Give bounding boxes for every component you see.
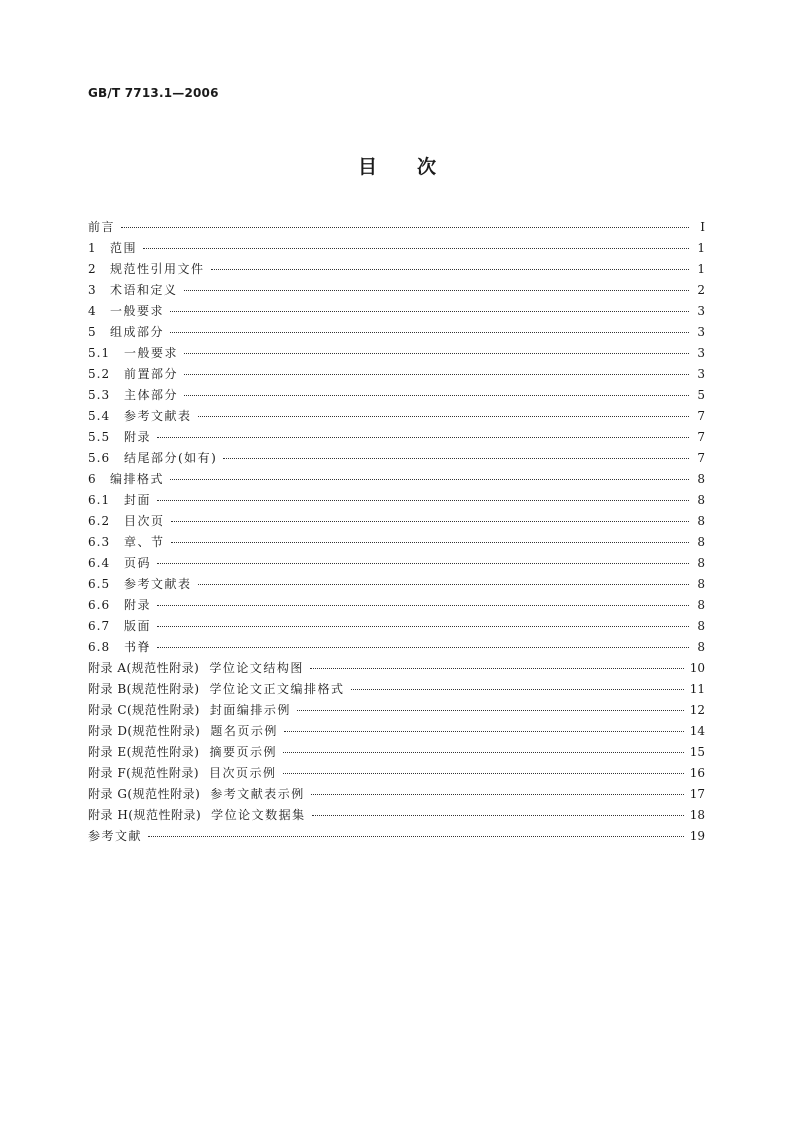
toc-entry-page-number: 3	[697, 367, 705, 381]
toc-entry-label: 章、节	[124, 535, 165, 549]
toc-entry-page-number: 12	[689, 703, 705, 717]
toc-entry-page-number: 5	[697, 388, 705, 402]
toc-entry-page-number: 8	[697, 598, 705, 612]
toc-entry-page-number: 3	[697, 304, 705, 318]
toc-entry[interactable]	[88, 449, 705, 470]
toc-entry-page-number: 7	[697, 451, 705, 465]
toc-entry[interactable]	[88, 344, 705, 365]
toc-entry-appendix-prefix: 附录 C(规范性附录)	[88, 703, 200, 717]
toc-entry[interactable]	[88, 218, 705, 239]
toc-entry-page-number: 2	[697, 283, 705, 297]
toc-entry-number: 5.4	[88, 409, 111, 423]
toc-entry-appendix-prefix: 附录 H(规范性附录)	[88, 808, 202, 822]
toc-entry-number: 6.5	[88, 577, 111, 591]
toc-entry-number: 6.2	[88, 514, 111, 528]
toc-entry[interactable]	[88, 638, 705, 659]
toc-entry-page-number: 3	[697, 325, 705, 339]
toc-entry[interactable]	[88, 785, 705, 806]
toc-entry-label: 主体部分	[124, 388, 179, 402]
toc-entry-page-number: 17	[689, 787, 705, 801]
toc-entry-page-number: 8	[697, 577, 705, 591]
toc-entry-page-number: 18	[689, 808, 705, 822]
toc-title: 目次	[357, 156, 476, 178]
toc-dot-leader	[121, 227, 689, 228]
toc-entry-page-number: 8	[697, 619, 705, 633]
toc-entry-number: 6.8	[88, 640, 111, 654]
toc-dot-leader	[171, 542, 689, 543]
toc-entry-number: 6.3	[88, 535, 111, 549]
toc-dot-leader	[170, 332, 689, 333]
toc-entry[interactable]	[88, 659, 705, 680]
toc-entry-number: 6	[88, 472, 97, 486]
toc-entry[interactable]	[88, 470, 705, 491]
toc-entry-label: 前置部分	[124, 367, 179, 381]
toc-entry[interactable]	[88, 554, 705, 575]
toc-entry-label: 题名页示例	[210, 724, 278, 738]
toc-entry-appendix-prefix: 附录 F(规范性附录)	[88, 766, 200, 780]
toc-dot-leader	[312, 815, 684, 816]
toc-entry[interactable]	[88, 596, 705, 617]
toc-entry-label: 结尾部分(如有)	[124, 451, 218, 465]
toc-entry-appendix-prefix: 附录 B(规范性附录)	[88, 682, 200, 696]
table-of-contents	[88, 218, 705, 848]
toc-entry-label: 编排格式	[110, 472, 165, 486]
toc-dot-leader	[184, 395, 689, 396]
toc-dot-leader	[283, 773, 684, 774]
toc-entry-label: 目次页示例	[209, 766, 277, 780]
toc-entry[interactable]	[88, 386, 705, 407]
toc-entry-appendix-prefix: 附录 G(规范性附录)	[88, 787, 201, 801]
toc-entry-number: 6.7	[88, 619, 111, 633]
toc-entry-label: 术语和定义	[110, 283, 178, 297]
toc-entry[interactable]	[88, 239, 705, 260]
toc-entry-label: 学位论文结构图	[209, 661, 304, 675]
toc-entry-label: 范围	[110, 241, 138, 255]
toc-entry[interactable]	[88, 281, 705, 302]
toc-entry-page-number: 16	[689, 766, 705, 780]
toc-entry-label: 参考文献表	[124, 409, 192, 423]
toc-entry-number: 5.6	[88, 451, 111, 465]
toc-dot-leader	[211, 269, 689, 270]
toc-dot-leader	[157, 647, 689, 648]
toc-dot-leader	[198, 584, 689, 585]
toc-dot-leader	[157, 605, 689, 606]
toc-entry-label: 参考文献表	[124, 577, 192, 591]
toc-dot-leader	[198, 416, 689, 417]
toc-entry[interactable]	[88, 743, 705, 764]
toc-entry-page-number: 15	[689, 745, 705, 759]
toc-entry-number: 5.5	[88, 430, 111, 444]
toc-entry[interactable]	[88, 722, 705, 743]
toc-entry-label: 页码	[124, 556, 152, 570]
toc-dot-leader	[184, 353, 689, 354]
toc-entry-label: 附录	[124, 598, 152, 612]
toc-entry[interactable]	[88, 428, 705, 449]
toc-entry[interactable]	[88, 680, 705, 701]
toc-entry-label: 封面编排示例	[209, 703, 291, 717]
toc-entry[interactable]	[88, 806, 705, 827]
toc-entry-number: 3	[88, 283, 97, 297]
toc-entry-page-number: 10	[689, 661, 705, 675]
toc-entry-label: 书脊	[124, 640, 152, 654]
toc-entry-page-number: 8	[697, 514, 705, 528]
toc-dot-leader	[184, 290, 689, 291]
toc-entry-number: 6.4	[88, 556, 111, 570]
toc-entry-label: 摘要页示例	[209, 745, 277, 759]
toc-dot-leader	[170, 479, 689, 480]
toc-dot-leader	[297, 710, 684, 711]
toc-dot-leader	[157, 563, 689, 564]
toc-entry-number: 5.1	[88, 346, 111, 360]
toc-entry[interactable]	[88, 575, 705, 596]
toc-entry[interactable]	[88, 764, 705, 785]
document-code: GB/T 7713.1—2006	[88, 86, 219, 100]
toc-dot-leader	[310, 668, 684, 669]
toc-entry-page-number: 11	[689, 682, 705, 696]
toc-dot-leader	[283, 752, 684, 753]
toc-entry-page-number: 7	[697, 409, 705, 423]
toc-entry[interactable]	[88, 323, 705, 344]
toc-entry-label: 前言	[88, 220, 116, 234]
toc-entry-label: 一般要求	[124, 346, 179, 360]
toc-entry[interactable]	[88, 617, 705, 638]
toc-entry-page-number: 19	[689, 829, 705, 843]
toc-entry-number: 5.2	[88, 367, 111, 381]
toc-entry-number: 4	[88, 304, 97, 318]
toc-dot-leader	[284, 731, 684, 732]
toc-entry-page-number: 8	[697, 556, 705, 570]
toc-entry-label: 规范性引用文件	[110, 262, 205, 276]
toc-dot-leader	[171, 521, 689, 522]
toc-entry-page-number: 1	[697, 241, 705, 255]
toc-entry[interactable]	[88, 365, 705, 386]
toc-dot-leader	[157, 437, 689, 438]
toc-entry[interactable]	[88, 491, 705, 512]
toc-entry-label: 参考文献	[88, 829, 143, 843]
toc-entry-label: 版面	[124, 619, 152, 633]
toc-entry[interactable]	[88, 701, 705, 722]
toc-entry-number: 5.3	[88, 388, 111, 402]
toc-dot-leader	[157, 626, 689, 627]
toc-entry[interactable]	[88, 512, 705, 533]
toc-entry[interactable]	[88, 827, 705, 848]
toc-entry-label: 组成部分	[110, 325, 165, 339]
toc-entry-label: 参考文献表示例	[210, 787, 305, 801]
toc-entry-label: 封面	[124, 493, 152, 507]
toc-entry-number: 6.1	[88, 493, 111, 507]
toc-dot-leader	[170, 311, 689, 312]
toc-entry-page-number: 14	[689, 724, 705, 738]
toc-entry[interactable]	[88, 533, 705, 554]
toc-entry[interactable]	[88, 407, 705, 428]
toc-entry-appendix-prefix: 附录 E(规范性附录)	[88, 745, 200, 759]
toc-entry-page-number: 8	[697, 535, 705, 549]
toc-dot-leader	[223, 458, 689, 459]
toc-dot-leader	[311, 794, 684, 795]
toc-entry-page-number: 8	[697, 493, 705, 507]
toc-entry-page-number: 8	[697, 472, 705, 486]
toc-entry-page-number: 8	[697, 640, 705, 654]
toc-entry-number: 1	[88, 241, 97, 255]
toc-entry-label: 学位论文数据集	[211, 808, 306, 822]
toc-entry-number: 5	[88, 325, 97, 339]
toc-entry-label: 学位论文正文编排格式	[209, 682, 345, 696]
toc-dot-leader	[351, 689, 684, 690]
toc-entry-label: 一般要求	[110, 304, 165, 318]
toc-entry-number: 6.6	[88, 598, 111, 612]
toc-dot-leader	[184, 374, 689, 375]
toc-entry-page-number: 3	[697, 346, 705, 360]
toc-entry-label: 目次页	[124, 514, 165, 528]
toc-entry[interactable]	[88, 260, 705, 281]
toc-entry-label: 附录	[124, 430, 152, 444]
toc-entry-appendix-prefix: 附录 D(规范性附录)	[88, 724, 201, 738]
toc-entry[interactable]	[88, 302, 705, 323]
toc-entry-number: 2	[88, 262, 97, 276]
toc-entry-page-number: I	[700, 220, 705, 234]
toc-entry-page-number: 1	[697, 262, 705, 276]
toc-dot-leader	[157, 500, 689, 501]
toc-entry-page-number: 7	[697, 430, 705, 444]
toc-dot-leader	[148, 836, 684, 837]
toc-dot-leader	[143, 248, 689, 249]
toc-entry-appendix-prefix: 附录 A(规范性附录)	[88, 661, 200, 675]
